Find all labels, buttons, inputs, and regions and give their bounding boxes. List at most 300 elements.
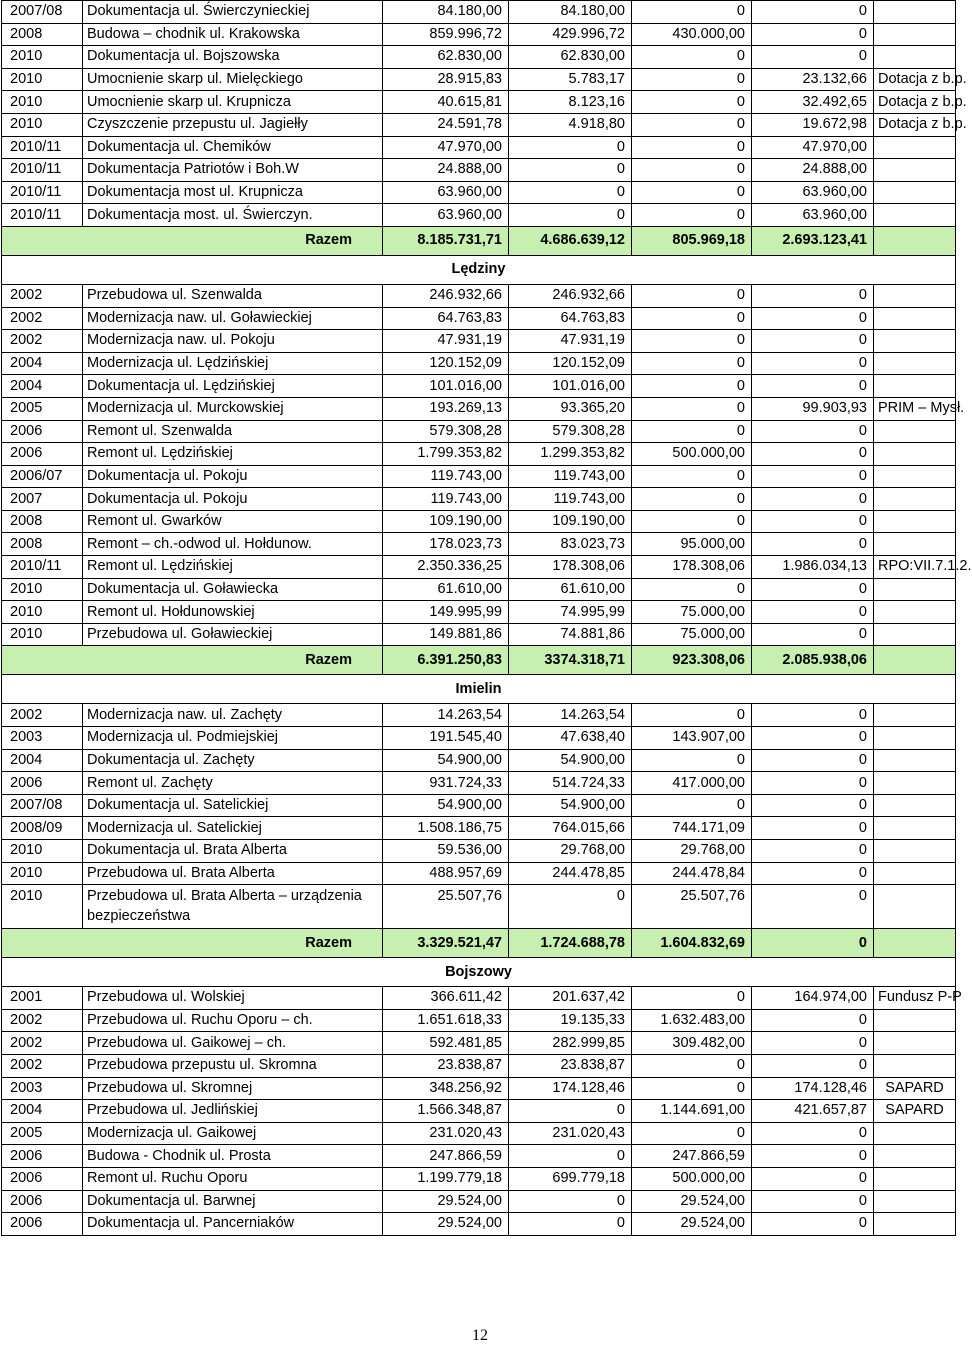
total-label: Razem (2, 929, 383, 958)
other-funds-cell: 417.000,00 (632, 772, 752, 795)
external-funds-cell: 19.672,98 (752, 113, 874, 136)
table-row (2, 284, 956, 307)
own-funds-cell: 429.996,72 (509, 23, 632, 46)
own-funds-cell: 178.308,06 (509, 556, 632, 579)
source-cell (874, 307, 956, 330)
total-cost-cell: 23.838,87 (383, 1054, 509, 1077)
table-row (2, 817, 956, 840)
section-header-row (2, 958, 956, 987)
year-cell: 2010 (2, 91, 83, 114)
other-funds-cell: 0 (632, 794, 752, 817)
description-cell: Dokumentacja ul. Bojszowska (83, 46, 383, 69)
description-cell: Remont ul. Lędzińskiej (83, 443, 383, 466)
table-row (2, 704, 956, 727)
own-funds-cell: 101.016,00 (509, 375, 632, 398)
other-funds-cell: 0 (632, 749, 752, 772)
total-value: 805.969,18 (632, 226, 752, 255)
table-row (2, 1100, 956, 1123)
year-cell: 2010 (2, 885, 83, 929)
source-cell (874, 330, 956, 353)
description-cell: Dokumentacja ul. Świerczynieckiej (83, 1, 383, 24)
total-label: Razem (2, 226, 383, 255)
source-cell (874, 1054, 956, 1077)
other-funds-cell: 0 (632, 204, 752, 227)
description-cell: Dokumentacja ul. Pokoju (83, 488, 383, 511)
external-funds-cell: 421.657,87 (752, 1100, 874, 1123)
external-funds-cell: 23.132,66 (752, 68, 874, 91)
external-funds-cell: 0 (752, 794, 874, 817)
source-cell (874, 1145, 956, 1168)
other-funds-cell: 0 (632, 420, 752, 443)
external-funds-cell: 0 (752, 352, 874, 375)
total-cost-cell: 54.900,00 (383, 794, 509, 817)
other-funds-cell: 744.171,09 (632, 817, 752, 840)
description-cell: Dokumentacja most ul. Krupnicza (83, 181, 383, 204)
table-row (2, 840, 956, 863)
total-cost-cell: 488.957,69 (383, 862, 509, 885)
source-cell (874, 204, 956, 227)
table-row (2, 1190, 956, 1213)
total-cost-cell: 63.960,00 (383, 204, 509, 227)
year-cell: 2003 (2, 727, 83, 750)
table-row (2, 1032, 956, 1055)
investment-table (1, 0, 972, 1236)
total-label: Razem (2, 646, 383, 675)
table-row (2, 23, 956, 46)
source-cell (874, 840, 956, 863)
description-cell: Przebudowa ul. Brata Alberta – urządzenia bezpieczeństwa (83, 885, 383, 929)
year-cell: 2006 (2, 443, 83, 466)
other-funds-cell: 0 (632, 46, 752, 69)
external-funds-cell: 32.492,65 (752, 91, 874, 114)
year-cell: 2003 (2, 1077, 83, 1100)
year-cell: 2006 (2, 420, 83, 443)
source-cell (874, 1167, 956, 1190)
total-cost-cell: 47.970,00 (383, 136, 509, 159)
own-funds-cell: 0 (509, 1145, 632, 1168)
section-title: Lędziny (2, 255, 956, 284)
description-cell: Dokumentacja Patriotów i Boh.W (83, 159, 383, 182)
table-row (2, 772, 956, 795)
year-cell: 2002 (2, 1054, 83, 1077)
own-funds-cell: 514.724,33 (509, 772, 632, 795)
source-cell (874, 862, 956, 885)
description-cell: Remont ul. Szenwalda (83, 420, 383, 443)
total-cost-cell: 1.651.618,33 (383, 1009, 509, 1032)
own-funds-cell: 1.299.353,82 (509, 443, 632, 466)
table-row (2, 510, 956, 533)
description-cell: Przebudowa ul. Wolskiej (83, 987, 383, 1010)
description-cell: Remont ul. Lędzińskiej (83, 556, 383, 579)
other-funds-cell: 0 (632, 113, 752, 136)
other-funds-cell: 0 (632, 704, 752, 727)
other-funds-cell: 0 (632, 375, 752, 398)
year-cell: 2007 (2, 488, 83, 511)
table-row (2, 885, 956, 929)
external-funds-cell: 0 (752, 284, 874, 307)
source-cell (874, 284, 956, 307)
other-funds-cell: 500.000,00 (632, 443, 752, 466)
total-source-cell (874, 646, 956, 675)
description-cell: Modernizacja ul. Podmiejskiej (83, 727, 383, 750)
external-funds-cell: 0 (752, 46, 874, 69)
description-cell: Modernizacja naw. ul. Zachęty (83, 704, 383, 727)
total-cost-cell: 62.830,00 (383, 46, 509, 69)
source-cell (874, 465, 956, 488)
source-cell: Fundusz P-P (874, 987, 956, 1010)
own-funds-cell: 83.023,73 (509, 533, 632, 556)
source-cell (874, 704, 956, 727)
year-cell: 2008 (2, 23, 83, 46)
other-funds-cell: 0 (632, 91, 752, 114)
total-cost-cell: 348.256,92 (383, 1077, 509, 1100)
source-cell (874, 159, 956, 182)
own-funds-cell: 54.900,00 (509, 749, 632, 772)
table-row (2, 488, 956, 511)
table-row (2, 159, 956, 182)
total-cost-cell: 191.545,40 (383, 727, 509, 750)
year-cell: 2008/09 (2, 817, 83, 840)
own-funds-cell: 119.743,00 (509, 465, 632, 488)
total-value: 923.308,06 (632, 646, 752, 675)
description-cell: Modernizacja ul. Murckowskiej (83, 397, 383, 420)
own-funds-cell: 0 (509, 204, 632, 227)
own-funds-cell: 54.900,00 (509, 794, 632, 817)
total-value: 0 (752, 929, 874, 958)
description-cell: Umocnienie skarp ul. Krupnicza (83, 91, 383, 114)
external-funds-cell: 0 (752, 578, 874, 601)
other-funds-cell: 1.632.483,00 (632, 1009, 752, 1032)
source-cell: Dotacja z b.p. (874, 68, 956, 91)
table-row (2, 987, 956, 1010)
total-cost-cell: 120.152,09 (383, 352, 509, 375)
total-value: 6.391.250,83 (383, 646, 509, 675)
source-cell (874, 1122, 956, 1145)
table-body (2, 1, 972, 1236)
other-funds-cell: 0 (632, 68, 752, 91)
external-funds-cell: 0 (752, 772, 874, 795)
source-cell (874, 1032, 956, 1055)
table-row (2, 330, 956, 353)
external-funds-cell: 164.974,00 (752, 987, 874, 1010)
external-funds-cell: 63.960,00 (752, 181, 874, 204)
description-cell: Umocnienie skarp ul. Mielęckiego (83, 68, 383, 91)
total-cost-cell: 29.524,00 (383, 1190, 509, 1213)
total-cost-cell: 59.536,00 (383, 840, 509, 863)
table-row (2, 1077, 956, 1100)
total-row (2, 929, 956, 958)
source-cell (874, 1213, 956, 1236)
total-cost-cell: 40.615,81 (383, 91, 509, 114)
source-cell (874, 1190, 956, 1213)
table-row (2, 601, 956, 624)
other-funds-cell: 430.000,00 (632, 23, 752, 46)
description-cell: Przebudowa przepustu ul. Skromna (83, 1054, 383, 1077)
source-cell: RPO:VII.7.1.2. (874, 556, 956, 579)
source-cell (874, 885, 956, 929)
description-cell: Czyszczenie przepustu ul. Jagiełły (83, 113, 383, 136)
table-row (2, 862, 956, 885)
year-cell: 2004 (2, 352, 83, 375)
description-cell: Przebudowa ul. Szenwalda (83, 284, 383, 307)
other-funds-cell: 0 (632, 1054, 752, 1077)
total-value: 1.724.688,78 (509, 929, 632, 958)
total-value: 3374.318,71 (509, 646, 632, 675)
own-funds-cell: 201.637,42 (509, 987, 632, 1010)
external-funds-cell: 0 (752, 885, 874, 929)
table-row (2, 1167, 956, 1190)
external-funds-cell: 24.888,00 (752, 159, 874, 182)
table-row (2, 1054, 956, 1077)
table-row (2, 181, 956, 204)
total-cost-cell: 149.881,86 (383, 623, 509, 646)
total-cost-cell: 1.508.186,75 (383, 817, 509, 840)
source-cell (874, 352, 956, 375)
own-funds-cell: 5.783,17 (509, 68, 632, 91)
total-cost-cell: 28.915,83 (383, 68, 509, 91)
source-cell: SAPARD (874, 1077, 956, 1100)
own-funds-cell: 0 (509, 181, 632, 204)
total-cost-cell: 246.932,66 (383, 284, 509, 307)
year-cell: 2006 (2, 772, 83, 795)
table-row (2, 1122, 956, 1145)
external-funds-cell: 47.970,00 (752, 136, 874, 159)
table-row (2, 623, 956, 646)
total-cost-cell: 54.900,00 (383, 749, 509, 772)
total-cost-cell: 63.960,00 (383, 181, 509, 204)
source-cell (874, 1, 956, 24)
year-cell: 2002 (2, 284, 83, 307)
other-funds-cell: 500.000,00 (632, 1167, 752, 1190)
source-cell: SAPARD (874, 1100, 956, 1123)
own-funds-cell: 120.152,09 (509, 352, 632, 375)
external-funds-cell: 99.903,93 (752, 397, 874, 420)
external-funds-cell: 0 (752, 1213, 874, 1236)
external-funds-cell: 174.128,46 (752, 1077, 874, 1100)
description-cell: Dokumentacja ul. Goławiecka (83, 578, 383, 601)
year-cell: 2006 (2, 1167, 83, 1190)
own-funds-cell: 61.610,00 (509, 578, 632, 601)
table-row (2, 465, 956, 488)
own-funds-cell: 282.999,85 (509, 1032, 632, 1055)
year-cell: 2007/08 (2, 1, 83, 24)
description-cell: Dokumentacja most. ul. Świerczyn. (83, 204, 383, 227)
description-cell: Modernizacja naw. ul. Goławieckiej (83, 307, 383, 330)
source-cell (874, 817, 956, 840)
source-cell: Dotacja z b.p. (874, 113, 956, 136)
own-funds-cell: 0 (509, 1213, 632, 1236)
description-cell: Przebudowa ul. Ruchu Oporu – ch. (83, 1009, 383, 1032)
other-funds-cell: 75.000,00 (632, 601, 752, 624)
description-cell: Dokumentacja ul. Pancerniaków (83, 1213, 383, 1236)
total-cost-cell: 193.269,13 (383, 397, 509, 420)
other-funds-cell: 0 (632, 465, 752, 488)
own-funds-cell: 47.638,40 (509, 727, 632, 750)
own-funds-cell: 62.830,00 (509, 46, 632, 69)
description-cell: Przebudowa ul. Gaikowej – ch. (83, 1032, 383, 1055)
description-cell: Modernizacja ul. Satelickiej (83, 817, 383, 840)
section-title: Imielin (2, 675, 956, 704)
description-cell: Dokumentacja ul. Pokoju (83, 465, 383, 488)
table-row (2, 352, 956, 375)
other-funds-cell: 29.524,00 (632, 1213, 752, 1236)
own-funds-cell: 19.135,33 (509, 1009, 632, 1032)
total-cost-cell: 24.591,78 (383, 113, 509, 136)
other-funds-cell: 0 (632, 181, 752, 204)
other-funds-cell: 95.000,00 (632, 533, 752, 556)
external-funds-cell: 0 (752, 704, 874, 727)
external-funds-cell: 0 (752, 862, 874, 885)
source-cell (874, 181, 956, 204)
table-row (2, 1009, 956, 1032)
description-cell: Budowa – chodnik ul. Krakowska (83, 23, 383, 46)
table-row (2, 307, 956, 330)
table-row (2, 443, 956, 466)
year-cell: 2006 (2, 1213, 83, 1236)
source-cell (874, 623, 956, 646)
year-cell: 2007/08 (2, 794, 83, 817)
other-funds-cell: 0 (632, 1077, 752, 1100)
own-funds-cell: 8.123,16 (509, 91, 632, 114)
year-cell: 2005 (2, 397, 83, 420)
external-funds-cell: 0 (752, 1167, 874, 1190)
other-funds-cell: 29.524,00 (632, 1190, 752, 1213)
year-cell: 2005 (2, 1122, 83, 1145)
own-funds-cell: 231.020,43 (509, 1122, 632, 1145)
total-cost-cell: 366.611,42 (383, 987, 509, 1010)
source-cell (874, 727, 956, 750)
year-cell: 2006/07 (2, 465, 83, 488)
table-row (2, 749, 956, 772)
year-cell: 2004 (2, 749, 83, 772)
other-funds-cell: 1.144.691,00 (632, 1100, 752, 1123)
section-header-row (2, 675, 956, 704)
source-cell (874, 488, 956, 511)
external-funds-cell: 0 (752, 330, 874, 353)
table-row (2, 420, 956, 443)
total-cost-cell: 101.016,00 (383, 375, 509, 398)
total-cost-cell: 149.995,99 (383, 601, 509, 624)
total-cost-cell: 25.507,76 (383, 885, 509, 929)
table-row (2, 1, 956, 24)
total-cost-cell: 61.610,00 (383, 578, 509, 601)
table-row (2, 556, 956, 579)
total-value: 8.185.731,71 (383, 226, 509, 255)
year-cell: 2004 (2, 1100, 83, 1123)
description-cell: Dokumentacja ul. Barwnej (83, 1190, 383, 1213)
own-funds-cell: 174.128,46 (509, 1077, 632, 1100)
description-cell: Dokumentacja ul. Chemików (83, 136, 383, 159)
description-cell: Przebudowa ul. Jedlińskiej (83, 1100, 383, 1123)
description-cell: Dokumentacja ul. Zachęty (83, 749, 383, 772)
source-cell (874, 794, 956, 817)
external-funds-cell: 0 (752, 623, 874, 646)
own-funds-cell: 0 (509, 159, 632, 182)
year-cell: 2004 (2, 375, 83, 398)
source-cell (874, 443, 956, 466)
external-funds-cell: 0 (752, 1032, 874, 1055)
description-cell: Dokumentacja ul. Brata Alberta (83, 840, 383, 863)
own-funds-cell: 0 (509, 885, 632, 929)
description-cell: Modernizacja naw. ul. Pokoju (83, 330, 383, 353)
own-funds-cell: 764.015,66 (509, 817, 632, 840)
description-cell: Remont ul. Gwarków (83, 510, 383, 533)
year-cell: 2002 (2, 704, 83, 727)
external-funds-cell: 0 (752, 23, 874, 46)
total-source-cell (874, 226, 956, 255)
table-row (2, 204, 956, 227)
table-row (2, 375, 956, 398)
table-row (2, 136, 956, 159)
description-cell: Modernizacja ul. Lędzińskiej (83, 352, 383, 375)
year-cell: 2002 (2, 330, 83, 353)
own-funds-cell: 119.743,00 (509, 488, 632, 511)
total-cost-cell: 579.308,28 (383, 420, 509, 443)
own-funds-cell: 0 (509, 1190, 632, 1213)
own-funds-cell: 699.779,18 (509, 1167, 632, 1190)
total-source-cell (874, 929, 956, 958)
own-funds-cell: 23.838,87 (509, 1054, 632, 1077)
total-cost-cell: 119.743,00 (383, 465, 509, 488)
year-cell: 2010/11 (2, 556, 83, 579)
total-row (2, 646, 956, 675)
year-cell: 2008 (2, 533, 83, 556)
total-cost-cell: 247.866,59 (383, 1145, 509, 1168)
total-value: 2.085.938,06 (752, 646, 874, 675)
table-row (2, 533, 956, 556)
own-funds-cell: 244.478,85 (509, 862, 632, 885)
table-row (2, 91, 956, 114)
section-title: Bojszowy (2, 958, 956, 987)
external-funds-cell: 0 (752, 375, 874, 398)
other-funds-cell: 0 (632, 352, 752, 375)
description-cell: Remont ul. Ruchu Oporu (83, 1167, 383, 1190)
description-cell: Budowa - Chodnik ul. Prosta (83, 1145, 383, 1168)
other-funds-cell: 0 (632, 397, 752, 420)
external-funds-cell: 0 (752, 727, 874, 750)
other-funds-cell: 0 (632, 578, 752, 601)
own-funds-cell: 64.763,83 (509, 307, 632, 330)
section-header-row (2, 255, 956, 284)
external-funds-cell: 63.960,00 (752, 204, 874, 227)
own-funds-cell: 109.190,00 (509, 510, 632, 533)
other-funds-cell: 0 (632, 159, 752, 182)
table-row (2, 578, 956, 601)
external-funds-cell: 0 (752, 817, 874, 840)
year-cell: 2010 (2, 623, 83, 646)
year-cell: 2010 (2, 68, 83, 91)
external-funds-cell: 0 (752, 601, 874, 624)
total-cost-cell: 24.888,00 (383, 159, 509, 182)
external-funds-cell: 0 (752, 840, 874, 863)
description-cell: Przebudowa ul. Goławieckiej (83, 623, 383, 646)
source-cell (874, 601, 956, 624)
table-row (2, 794, 956, 817)
external-funds-cell: 0 (752, 510, 874, 533)
other-funds-cell: 29.768,00 (632, 840, 752, 863)
year-cell: 2002 (2, 1032, 83, 1055)
total-cost-cell: 2.350.336,25 (383, 556, 509, 579)
other-funds-cell: 178.308,06 (632, 556, 752, 579)
total-cost-cell: 1.566.348,87 (383, 1100, 509, 1123)
other-funds-cell: 0 (632, 510, 752, 533)
external-funds-cell: 0 (752, 1009, 874, 1032)
total-cost-cell: 119.743,00 (383, 488, 509, 511)
table-row (2, 68, 956, 91)
source-cell (874, 1009, 956, 1032)
own-funds-cell: 29.768,00 (509, 840, 632, 863)
external-funds-cell: 1.986.034,13 (752, 556, 874, 579)
